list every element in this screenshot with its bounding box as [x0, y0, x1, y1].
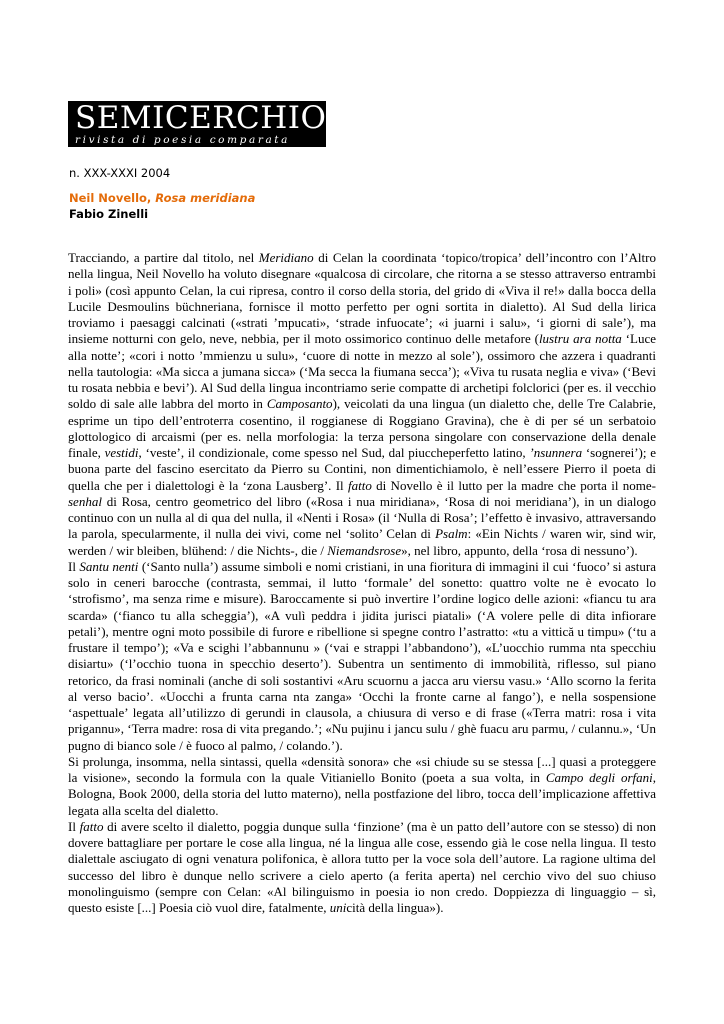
italic-text: Meridiano: [258, 250, 314, 265]
paragraph-text: ‘sognerei’); e buona parte del fascino esercitato da Pierro su Contini, non dimentichiamolo, è nell’essere Pierro il poeta di quella che per i dialettologi è la ‘zona Lausberg’. Il: [68, 445, 656, 493]
paragraph-text: , ‘veste’, il condizionale, come spesso nel Sud, dal piuccheperfetto latino,: [138, 445, 530, 460]
paragraph-text: di avere scelto il dialetto, poggia dunque sulla ‘finzione’ (ma è un patto dell’autore con se stesso) di non dovere battagliare per portare le cose alla lingua, né la lingua alle cose, essendo già le cose nella lingua. Il testo dialettale asciugato di ogni venatura polifonica, è allora tutto per la voce sola dell’autore. La ragione ultima del successo del libro è dunque nello scrivere a cielo aperto (a ferita aperta) nel cerchio vivo del suo chiuso monolinguismo (sempre con Celan: «Al bilinguismo in poesia io non credo. Doppiezza di linguaggio – sì, questo esiste [...] Poesia ciò vuol dire, fatalmente,: [68, 818, 656, 915]
paragraph-text: », nel libro, appunto, della ‘rosa di nessuno’).: [401, 542, 638, 558]
italic-text: Campo degli orfani: [545, 770, 653, 785]
article-paragraph: [68, 559, 656, 754]
issue-number: n. XXX-XXXI 2004: [69, 166, 171, 180]
article-paragraph: [68, 819, 656, 917]
italic-text: Camposanto: [266, 396, 333, 412]
paragraph-text: Si prolunga, insomma, nella sintassi, quella «densità sonora» che «si chiude su se stessa [...] quasi a proteggere la visione», secondo la formula con la quale Vitianiello Bonito (poeta a sua volta, in: [68, 753, 656, 785]
paragraph-text: (‘Santo nulla’) assume simboli e nomi cristiani, in una fioritura di immagini il cui ‘fuoco’ si astura solo in ceneri barocche (contrasta, semmai, il lutto ‘formale’ del sonetto: quattro volte ne è evocato lo ‘strofismo’, ma senza rime e misure). Baroccamente si può invertire l’ordine logico delle azioni: «fiancu tu ara scarda» (‘fianco tu alla scheggia’), «A vulì peddra i jidita jurisci piatali» (‘A volere pelle di dita infiorare petali’), mentre ogni moto possibile di furore e ribellione si spegne contro l’astratto: «tu a vittică u timpu» (‘tu a frustare il tempo’); «Va e scighi l’abbannunu » (‘vai e strappi l’abbandono’), «L’uocchio rumma nta specchiu disiartu» (‘l’occhio tuona in specchio deserto’). Subentra un sentimento di immobilità, riflesso, sul piano retorico, da frasi nominali (anche di soli sostantivi «Aru scuornu a jacca aru viersu vasu.» ‘Allo scorno la ferita al verso bacio’. «Uocchi a frunta carna nta zanga» ‘Occhi la fronte carne al fango’), e nella sospensione ‘aspettuale’ legata all’utilizzo di gerundi in clausola, a chiusura di verso e di frase («Terra matri: rosa i vita prigannu», ‘Terra madre: rosa di vita pregando.’; «Nu pujinu i jancu sulu / ghè fuacu aru parmu, / culannu.», ‘Un pugno di bianco sole / è fuoco al palmo, / colando.’).: [68, 558, 657, 753]
paragraph-text: Il: [68, 818, 80, 834]
paragraph-text: ), veicolati da una lingua (un dialetto che, delle Tre Calabrie, esprime un tipo dell’entroterra cosentino, il roggianese di Roggiano Gravina), che è di per sé un serbatoio glottologico di arcaismi (per es. nella morfologia: la terza persona singolare con conservazione della denale finale,: [68, 396, 656, 460]
poet-name: Neil Novello,: [69, 191, 156, 205]
article-body: [68, 250, 656, 916]
paragraph-text: ‘Luce alla notte’; «cori i notto ’mmienzu u sulu», ‘cuore di notte in mezzo al sole’), ossimoro che azzera i quadranti nella tautologia: «Ma sicca a jumana sicca» (‘Ma secca la fiumana secca’); «Viva tu rusata neglia e viva» (‘Bevi tu rosata nebbia e bevi’). Al Sud della lingua incontriamo serie compatte di archetipi folclorici (per es. il vecchio soldo di sale alle labbra del morto in: [68, 331, 656, 412]
paragraph-text: Tracciando, a partire dal titolo, nel: [68, 250, 259, 265]
paragraph-text: : «Ein Nichts / waren wir, sind wir, werden / wir bleiben, blühend: / die Nichts-, die /: [68, 526, 656, 558]
logo-subtitle: rivista di poesia comparata: [75, 134, 290, 146]
italic-text: Niemandsrose: [327, 542, 402, 558]
article-paragraph: [68, 754, 656, 819]
author-name: Fabio Zinelli: [69, 207, 149, 221]
article-title: [69, 191, 255, 205]
italic-text: lustru ara notta: [538, 331, 622, 347]
paragraph-text: di Rosa, centro geometrico del libro («Rosa i nua miridiana», ‘Rosa di noi meridiana’), in un dialogo continuo con un nulla al di qua del nulla, il «Nenti i Rosa» (il ‘Nulla di Rosa’; l’effetto è invasivo, attraversando la parola, specularmente, il nulla dei vivi, come nel ‘solito’ Celan di: [68, 493, 656, 542]
logo-title: SEMICERCHIO: [75, 100, 327, 136]
italic-text: uni: [329, 900, 347, 915]
work-title: Rosa meridiana: [155, 191, 256, 205]
paragraph-text: di Novello è il lutto per la madre che porta il nome-: [371, 477, 656, 493]
italic-text: Psalm: [435, 526, 468, 542]
journal-logo: [68, 101, 326, 147]
paragraph-text: cità della lingua»).: [346, 900, 444, 915]
italic-text: Santu nenti: [79, 558, 139, 574]
italic-text: vestidi: [104, 445, 139, 460]
article-paragraph: [68, 250, 656, 559]
paragraph-text: Il: [68, 558, 80, 574]
paragraph-text: di Celan la coordinata ‘topico/tropica’ dell’incontro con l’Altro nella lingua, Neil Novello ha voluto disegnare «qualcosa di circolare, che ritorna a se stesso attraverso entrambi i poli» (così appunto Celan, la cui ripresa, contro il corso della storia, del grido di «Viva il re!» dalla bocca della Lucile Desmoulins büchneriana, fornisce il motto perfetto per ogni sortita in dialetto). Al Sud della lirica troviamo i paesaggi calcinati («strati ’mpucati», ‘strade infuocate’; «i juarni i salu», ‘i giorni di sale’), ma insieme notturni con gelo, neve, nebbia, per il moto ossimorico continuo delle metafore (: [68, 250, 656, 347]
italic-text: ’nsunnera: [529, 445, 583, 460]
italic-text: fatto: [79, 818, 104, 834]
italic-text: senhal: [68, 493, 102, 509]
paragraph-text: , Bologna, Book 2000, della storia del lutto materno), nella postfazione del libro, tocca dell’implicazione affettiva legata alla scelta del dialetto.: [68, 770, 656, 818]
italic-text: fatto: [347, 477, 372, 493]
